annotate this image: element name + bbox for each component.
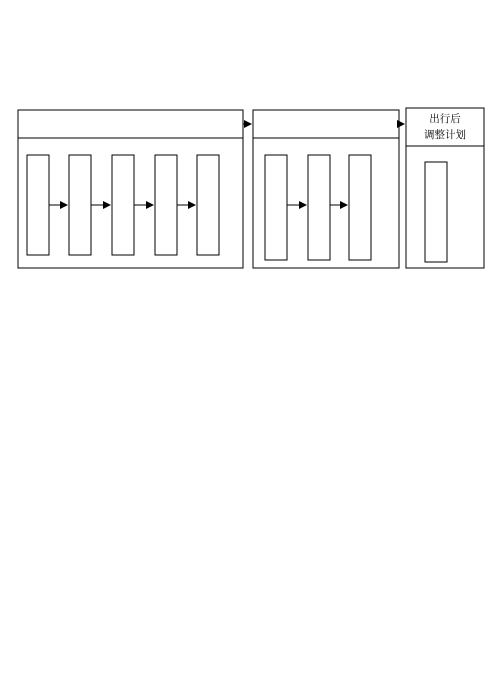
box-adjust-mode: [308, 155, 330, 260]
box-travel-time: [69, 155, 91, 255]
stage-in-trip-box: [253, 110, 399, 138]
stage-pre-trip-box: [18, 110, 243, 138]
stage-post-trip-label-2: 调整计划: [424, 129, 466, 141]
box-travel-mode: [155, 155, 177, 255]
box-travel-route: [197, 155, 219, 255]
box-adjust-destination: [265, 155, 287, 260]
behavior-decision-diagram: [0, 0, 500, 300]
stage-post-trip-label-1: 出行后: [429, 113, 461, 125]
box-destination: [112, 155, 134, 255]
box-travel-again: [425, 162, 447, 262]
box-whether-travel: [27, 155, 49, 255]
box-adjust-route: [349, 155, 371, 260]
